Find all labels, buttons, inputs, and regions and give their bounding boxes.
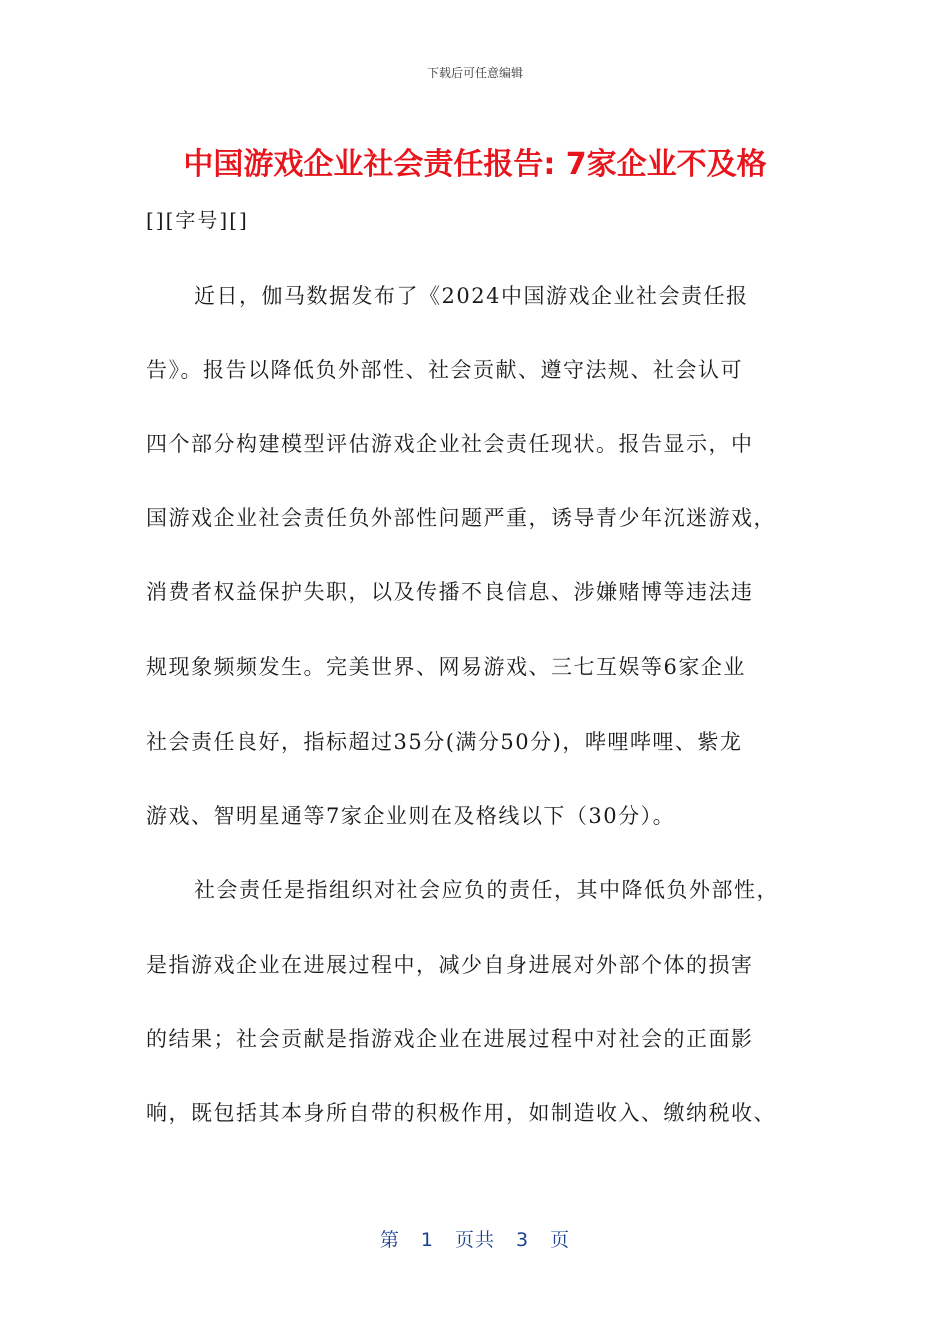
paragraph-line: 社会责任良好，指标超过35分(满分50分)，哔哩哔哩、紫龙 (146, 730, 743, 754)
paragraph-line: 消费者权益保护失职，以及传播不良信息、涉嫌赌博等违法违 (146, 580, 754, 604)
paragraph-line: 社会责任是指组织对社会应负的责任，其中降低负外部性， (194, 878, 779, 902)
paragraph-line: 响，既包括其本身所自带的积极作用，如制造收入、缴纳税收、 (146, 1101, 776, 1125)
paragraph-line: 告》。报告以降低负外部性、社会贡献、遵守法规、社会认可 (146, 358, 743, 382)
paragraph-line: 规现象频频发生。完美世界、网易游戏、三七互娱等6家企业 (146, 655, 746, 679)
paragraph-line: 国游戏企业社会责任负外部性问题严重，诱导青少年沉迷游戏， (146, 506, 776, 530)
page-number-footer: 第 1 页共 3 页 (379, 1229, 571, 1251)
paragraph-line: 四个部分构建模型评估游戏企业社会责任现状。报告显示，中 (146, 432, 754, 456)
document-title: 中国游戏企业社会责任报告: 7家企业不及格 (183, 147, 767, 182)
paragraph-line: 是指游戏企业在进展过程中，减少自身进展对外部个体的损害 (146, 953, 754, 977)
paragraph-line: 近日，伽马数据发布了《2024中国游戏企业社会责任报 (194, 284, 749, 308)
paragraph-line: 游戏、智明星通等7家企业则在及格线以下（30分）。 (146, 804, 676, 828)
paragraph-line: 的结果；社会贡献是指游戏企业在进展过程中对社会的正面影 (146, 1027, 754, 1051)
font-size-controls: [][字号][] (146, 208, 249, 232)
page-header-note: 下载后可任意编辑 (426, 66, 523, 80)
